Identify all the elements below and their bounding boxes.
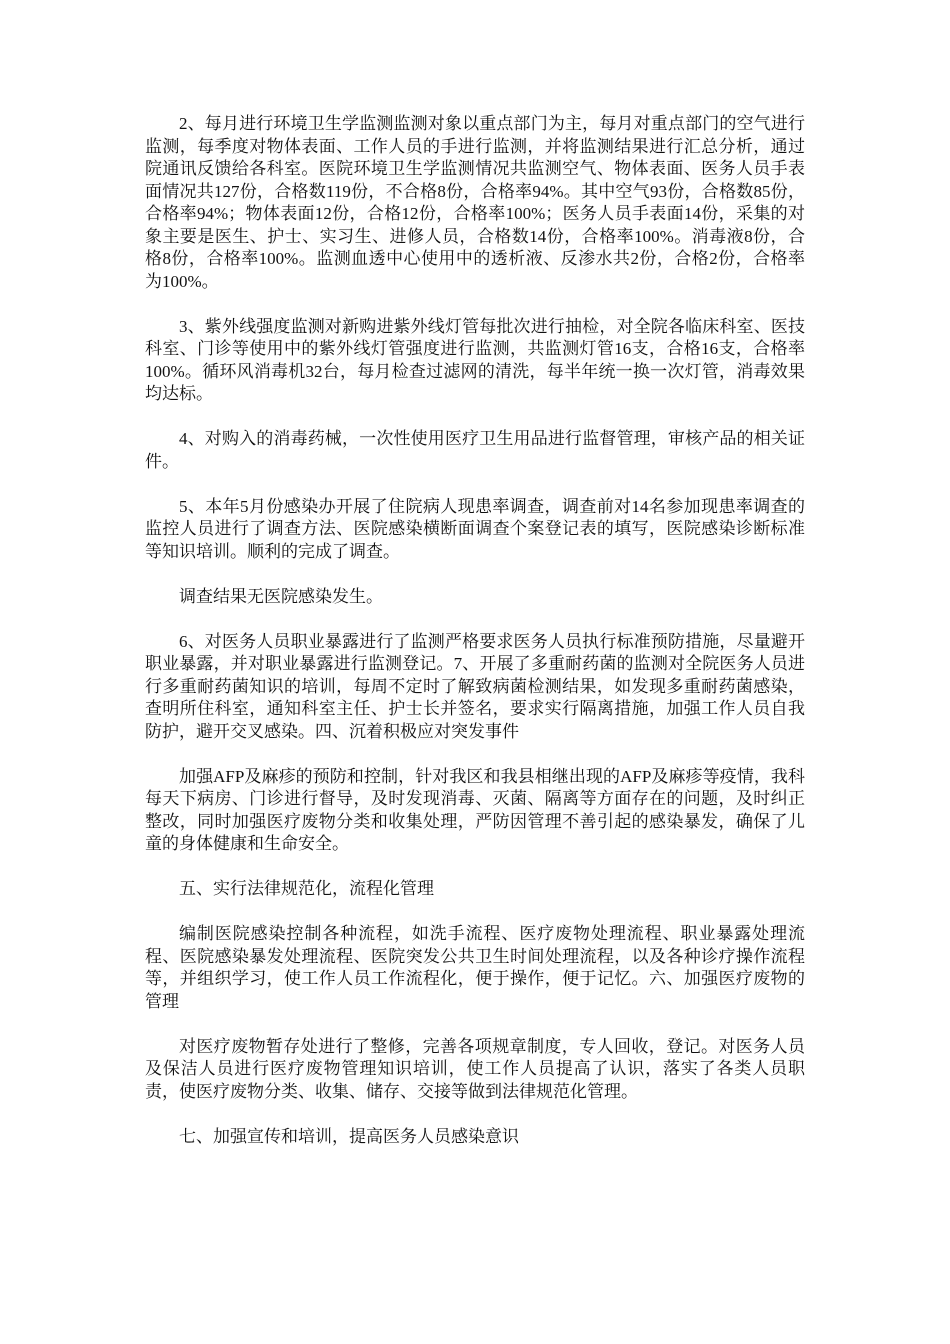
paragraph-disinfection-supplies: 4、对购入的消毒药械，一次性使用医疗卫生用品进行监督管理，审核产品的相关证件。 — [145, 429, 805, 471]
paragraph-environment-monitoring: 2、每月进行环境卫生学监测监测对象以重点部门为主，每月对重点部门的空气进行监测，每季度对物体表面、工作人员的手进行监测，并将监测结果进行汇总分析，通过院通讯反馈给各科室。医院环境卫生学监测情况共监测空气、物体表面、医务人员手表面情况共127份，合格数119份，不合格8份，合格率94%。其中空气93份，合格数85份，合格率94%；物体表面12份，合格12份，合格率100%；医务人员手表面14份，采集的对象主要是医生、护士、实习生、进修人员，合格数14份，合格率100%。消毒液8份，合格8份，合格率100%。监测血透中心使用中的透析液、反渗水共2份，合格2份，合格率为100%。 — [145, 114, 805, 291]
paragraph-survey-result: 调查结果无医院感染发生。 — [179, 586, 383, 606]
paragraph-prevalence-survey: 5、本年5月份感染办开展了住院病人现患率调查，调查前对14名参加现患率调查的监控人员进行了调查方法、医院感染横断面调查个案登记表的填写，医院感染诊断标准等知识培训。顺利的完成了调查。 — [145, 496, 805, 561]
heading-section-five: 五、实行法律规范化，流程化管理 — [179, 879, 434, 898]
document-body — [145, 113, 805, 1171]
paragraph-afp-measles: 加强AFP及麻疹的预防和控制，针对我区和我县相继出现的AFP及麻疹等疫情，我科每天下病房、门诊进行督导，及时发现消毒、灭菌、隔离等方面存在的问题，及时纠正整改，同时加强医疗废物分类和收集处理，严防因管理不善引起的感染暴发，确保了儿童的身体健康和生命安全。 — [145, 766, 805, 853]
paragraph-occupational-exposure: 6、对医务人员职业暴露进行了监测严格要求医务人员执行标准预防措施，尽量避开职业暴露，并对职业暴露进行监测登记。7、开展了多重耐药菌的监测对全院医务人员进行多重耐药菌知识的培训，每周不定时了解致病菌检测结果，如发现多重耐药菌感染，查明所住科室，通知科室主任、护士长并签名，要求实行隔离措施，加强工作人员自我防护，避开交叉感染。四、沉着积极应对突发事件 — [145, 631, 805, 741]
paragraph-medical-waste: 对医疗废物暂存处进行了整修，完善各项规章制度，专人回收，登记。对医务人员及保洁人员进行医疗废物管理知识培训，使工作人员提高了认识，落实了各类人员职责，使医疗废物分类、收集、储存、交接等做到法律规范化管理。 — [145, 1036, 805, 1101]
paragraph-uv-monitoring: 3、紫外线强度监测对新购进紫外线灯管每批次进行抽检，对全院各临床科室、医技科室、门诊等使用中的紫外线灯管强度进行监测，共监测灯管16支，合格16支，合格率100%。循环风消毒机32台，每月检查过滤网的清洗，每半年统一换一次灯管，消毒效果均达标。 — [145, 316, 805, 403]
paragraph-process-management: 编制医院感染控制各种流程，如洗手流程、医疗废物处理流程、职业暴露处理流程、医院感染暴发处理流程、医院突发公共卫生时间处理流程，以及各种诊疗操作流程等，并组织学习，使工作人员工作流程化，便于操作，便于记忆。六、加强医疗废物的管理 — [145, 924, 805, 1011]
heading-section-seven: 七、加强宣传和培训，提高医务人员感染意识 — [179, 1126, 519, 1146]
